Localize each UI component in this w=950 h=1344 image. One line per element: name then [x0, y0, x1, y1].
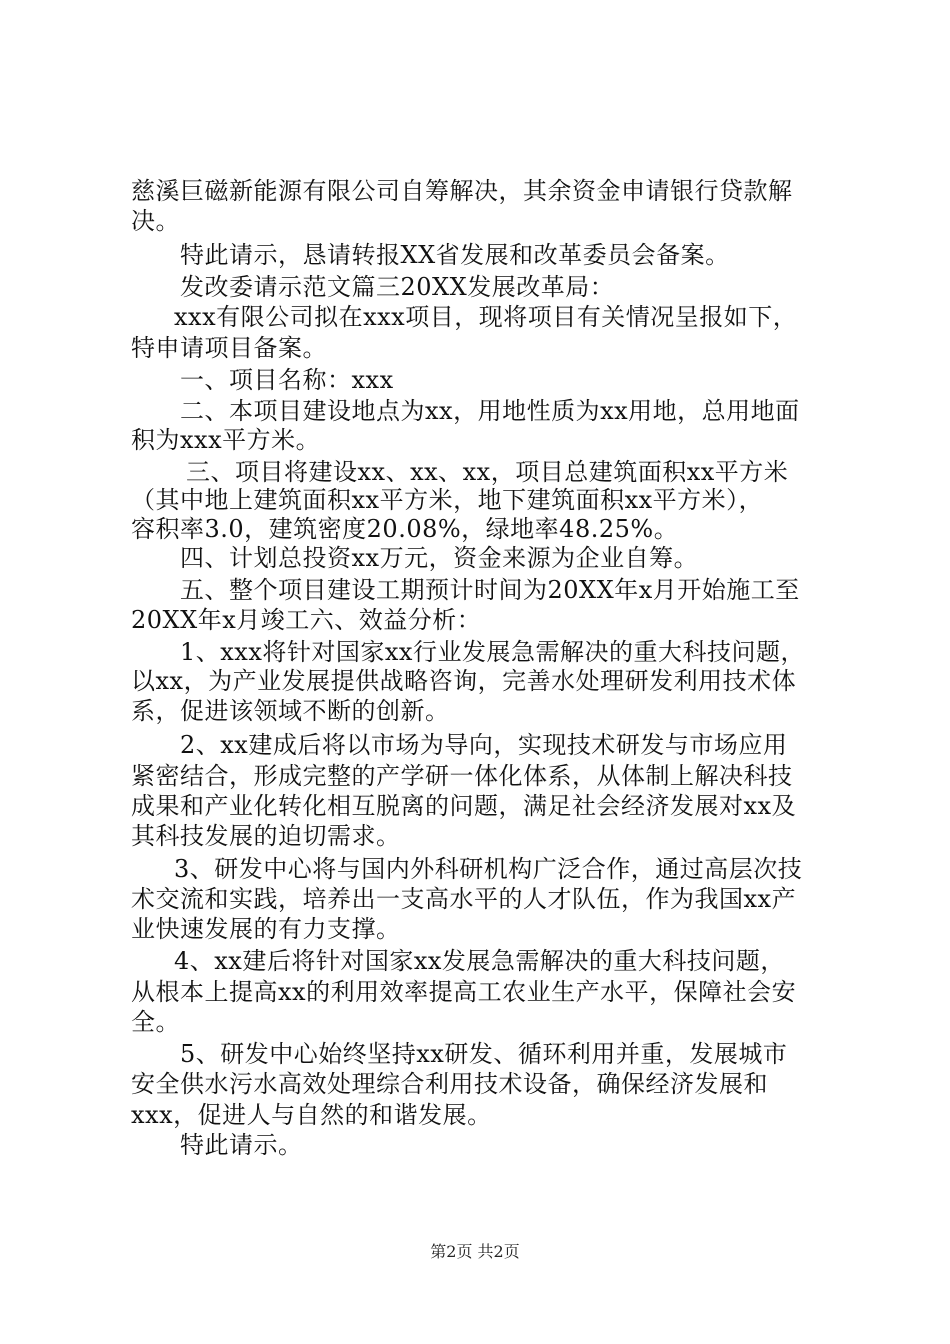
text-line: 从根本上提高xx的利用效率提高工农业生产水平，保障社会安 [131, 978, 797, 1006]
text-line: 20XX年x月竣工六、效益分析： [131, 606, 482, 634]
text-line: 安全供水污水高效处理综合利用技术设备，确保经济发展和 [131, 1070, 768, 1098]
text-line: 业快速发展的有力支撑。 [131, 915, 401, 943]
text-line: 紧密结合，形成完整的产学研一体化体系，从体制上解决科技 [131, 762, 793, 790]
text-line: 3、研发中心将与国内外科研机构广泛合作，通过高层次技 [174, 855, 803, 883]
text-line: 三、项目将建设xx、xx、xx，项目总建筑面积xx平方米 [186, 458, 789, 486]
page-number-footer: 第2页 共2页 [430, 1242, 520, 1261]
text-line: 成果和产业化转化相互脱离的问题，满足社会经济发展对xx及 [131, 792, 797, 820]
text-line: 5、研发中心始终坚持xx研发、循环利用并重，发展城市 [180, 1040, 788, 1068]
text-line: 二、本项目建设地点为xx，用地性质为xx用地，总用地面 [180, 397, 800, 425]
text-line: xxx，促进人与自然的和谐发展。 [131, 1101, 492, 1129]
text-line: 容积率3.0，建筑密度20.08%，绿地率48.25%。 [131, 515, 679, 543]
text-line: （其中地上建筑面积xx平方米，地下建筑面积xx平方米）， [131, 486, 764, 514]
text-line: 发改委请示范文篇三20XX发展改革局： [180, 273, 615, 301]
text-line: 2、xx建成后将以市场为导向，实现技术研发与市场应用 [180, 731, 788, 759]
text-line: 系，促进该领域不断的创新。 [131, 697, 450, 725]
text-line: 1、xxx将针对国家xx行业发展急需解决的重大科技问题， [180, 638, 805, 666]
text-line: 慈溪巨磁新能源有限公司自筹解决，其余资金申请银行贷款解 [131, 177, 793, 205]
text-line: 决。 [131, 207, 180, 235]
text-line: 四、计划总投资xx万元，资金来源为企业自筹。 [180, 544, 699, 572]
text-line: 特此请示，恳请转报XX省发展和改革委员会备案。 [180, 241, 730, 269]
text-line: 特申请项目备案。 [131, 334, 327, 362]
text-line: 积为xxx平方米。 [131, 426, 321, 454]
text-line: 五、整个项目建设工期预计时间为20XX年x月开始施工至 [180, 576, 800, 604]
text-line: 以xx，为产业发展提供战略咨询，完善水处理研发利用技术体 [131, 667, 797, 695]
text-line: 其科技发展的迫切需求。 [131, 822, 401, 850]
text-line: 术交流和实践，培养出一支高水平的人才队伍，作为我国xx产 [131, 885, 797, 913]
text-line: 特此请示。 [180, 1131, 303, 1159]
text-line: 4、xx建后将针对国家xx发展急需解决的重大科技问题， [174, 947, 785, 975]
text-line: 全。 [131, 1008, 180, 1036]
text-line: 一、项目名称：xxx [180, 366, 394, 394]
text-line: xxx有限公司拟在xxx项目，现将项目有关情况呈报如下， [174, 303, 798, 331]
